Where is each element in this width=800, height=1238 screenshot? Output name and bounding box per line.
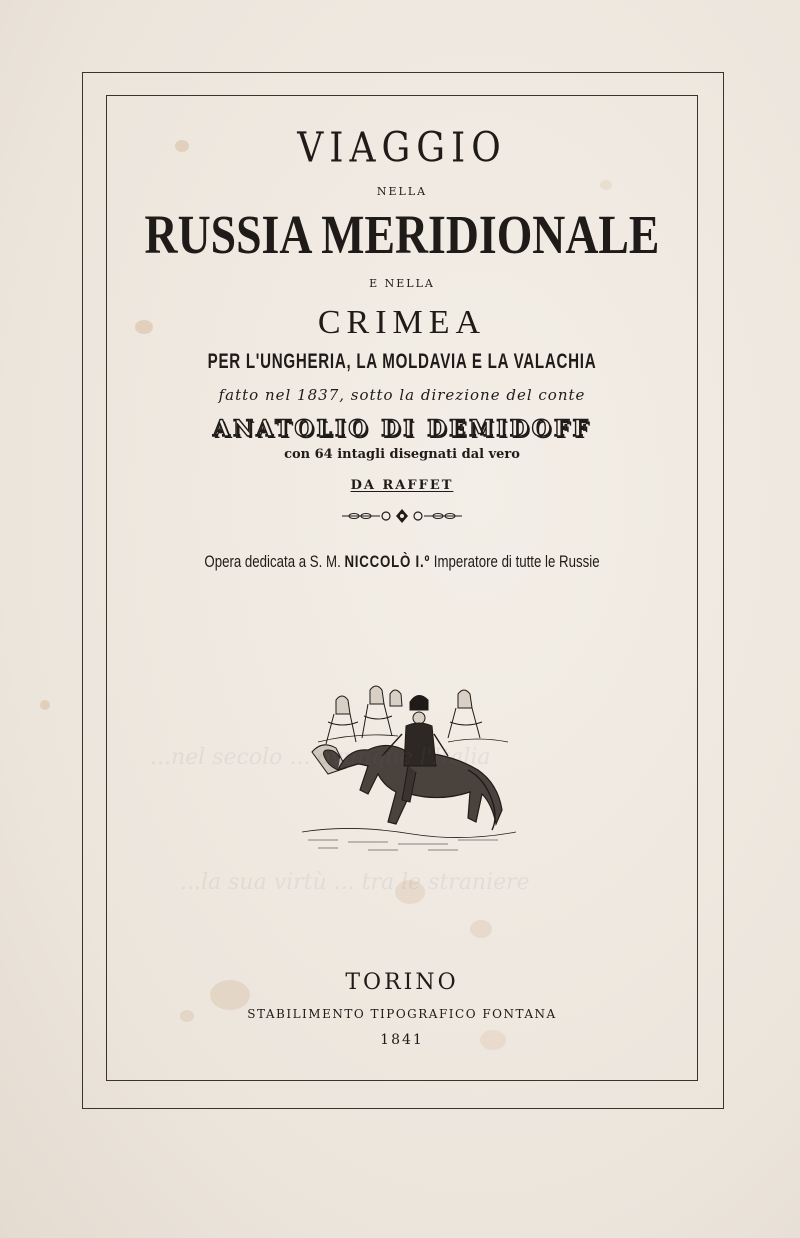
connector-nella: NELLA [376,185,428,198]
author-name-text: ANATOLIO DI DEMIDOFF [212,416,592,442]
imprint-year: 1841 [380,1032,424,1048]
foxing-stain [40,700,50,710]
title-crimea: CRIMEA [317,304,487,341]
dedication-name: NICCOLÒ I.º [344,552,431,571]
subtitle-date: fatto nel 1837, sotto la direzione del conte [218,386,586,404]
bleed-through-text: ...la sua virtù ... tra le straniere [180,870,530,895]
author-name [106,416,698,442]
imprint-city: TORINO [345,970,459,995]
bleed-through-text: ...nel secolo ... ovunque l'Italia [150,745,491,770]
subtitle-route: PER L'UNGHERIA, LA MOLDAVIA E LA VALACHIA [207,350,597,373]
cossack-riders-engraving-icon [298,682,520,860]
dedication-suffix: Imperatore di tutte le Russie [433,552,600,571]
imprint-printer: STABILIMENTO TIPOGRAFICO FONTANA [247,1007,557,1021]
illustrator-name-text: DA RAFFET [350,478,454,493]
illustrations-note: con 64 intagli disegnati dal vero [284,447,520,462]
illustrator-name [106,478,698,493]
connector-e-nella: E NELLA [369,277,435,290]
title-viaggio: VIAGGIO [297,124,507,173]
title-russia-meridionale: RUSSIA MERIDIONALE [144,205,660,266]
ornament-divider-icon [340,508,464,524]
dedication-prefix: Opera dedicata a S. M. [204,552,341,571]
dedication [171,552,633,572]
